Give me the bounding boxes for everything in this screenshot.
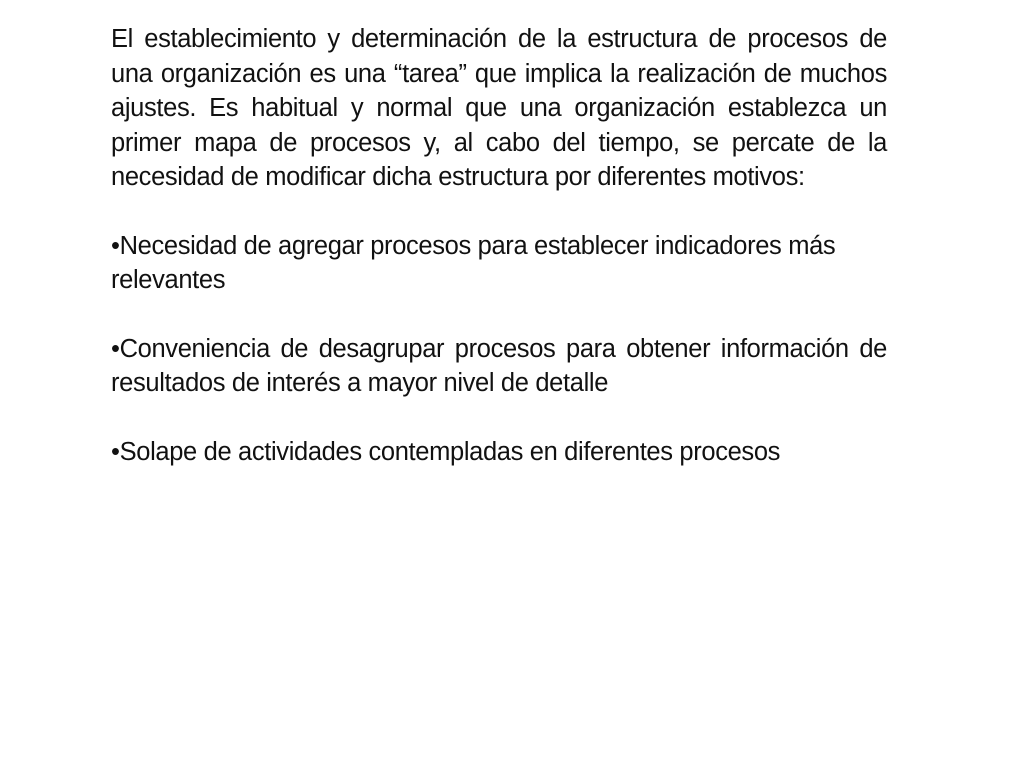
bullet-item-3: •Solape de actividades contempladas en diferentes procesos bbox=[111, 437, 781, 466]
spacer bbox=[111, 195, 887, 229]
slide-body bbox=[111, 22, 887, 469]
spacer bbox=[111, 298, 887, 332]
intro-paragraph: El establecimiento y determinación de la estructura de procesos de una organización es una “tarea” que implica la realización de muchos ajustes. Es habitual y normal que una organización establezca un primer mapa de procesos y, al cabo del tiempo, se percate de la necesidad de modificar dicha estructura por diferentes motivos: bbox=[111, 25, 887, 191]
spacer bbox=[111, 401, 887, 435]
bullet-item-1: •Necesidad de agregar procesos para establecer indicadores más relevantes bbox=[111, 231, 836, 294]
bullet-item-2: •Conveniencia de desagrupar procesos para obtener información de resultados de interés a mayor nivel de detalle bbox=[111, 334, 887, 397]
